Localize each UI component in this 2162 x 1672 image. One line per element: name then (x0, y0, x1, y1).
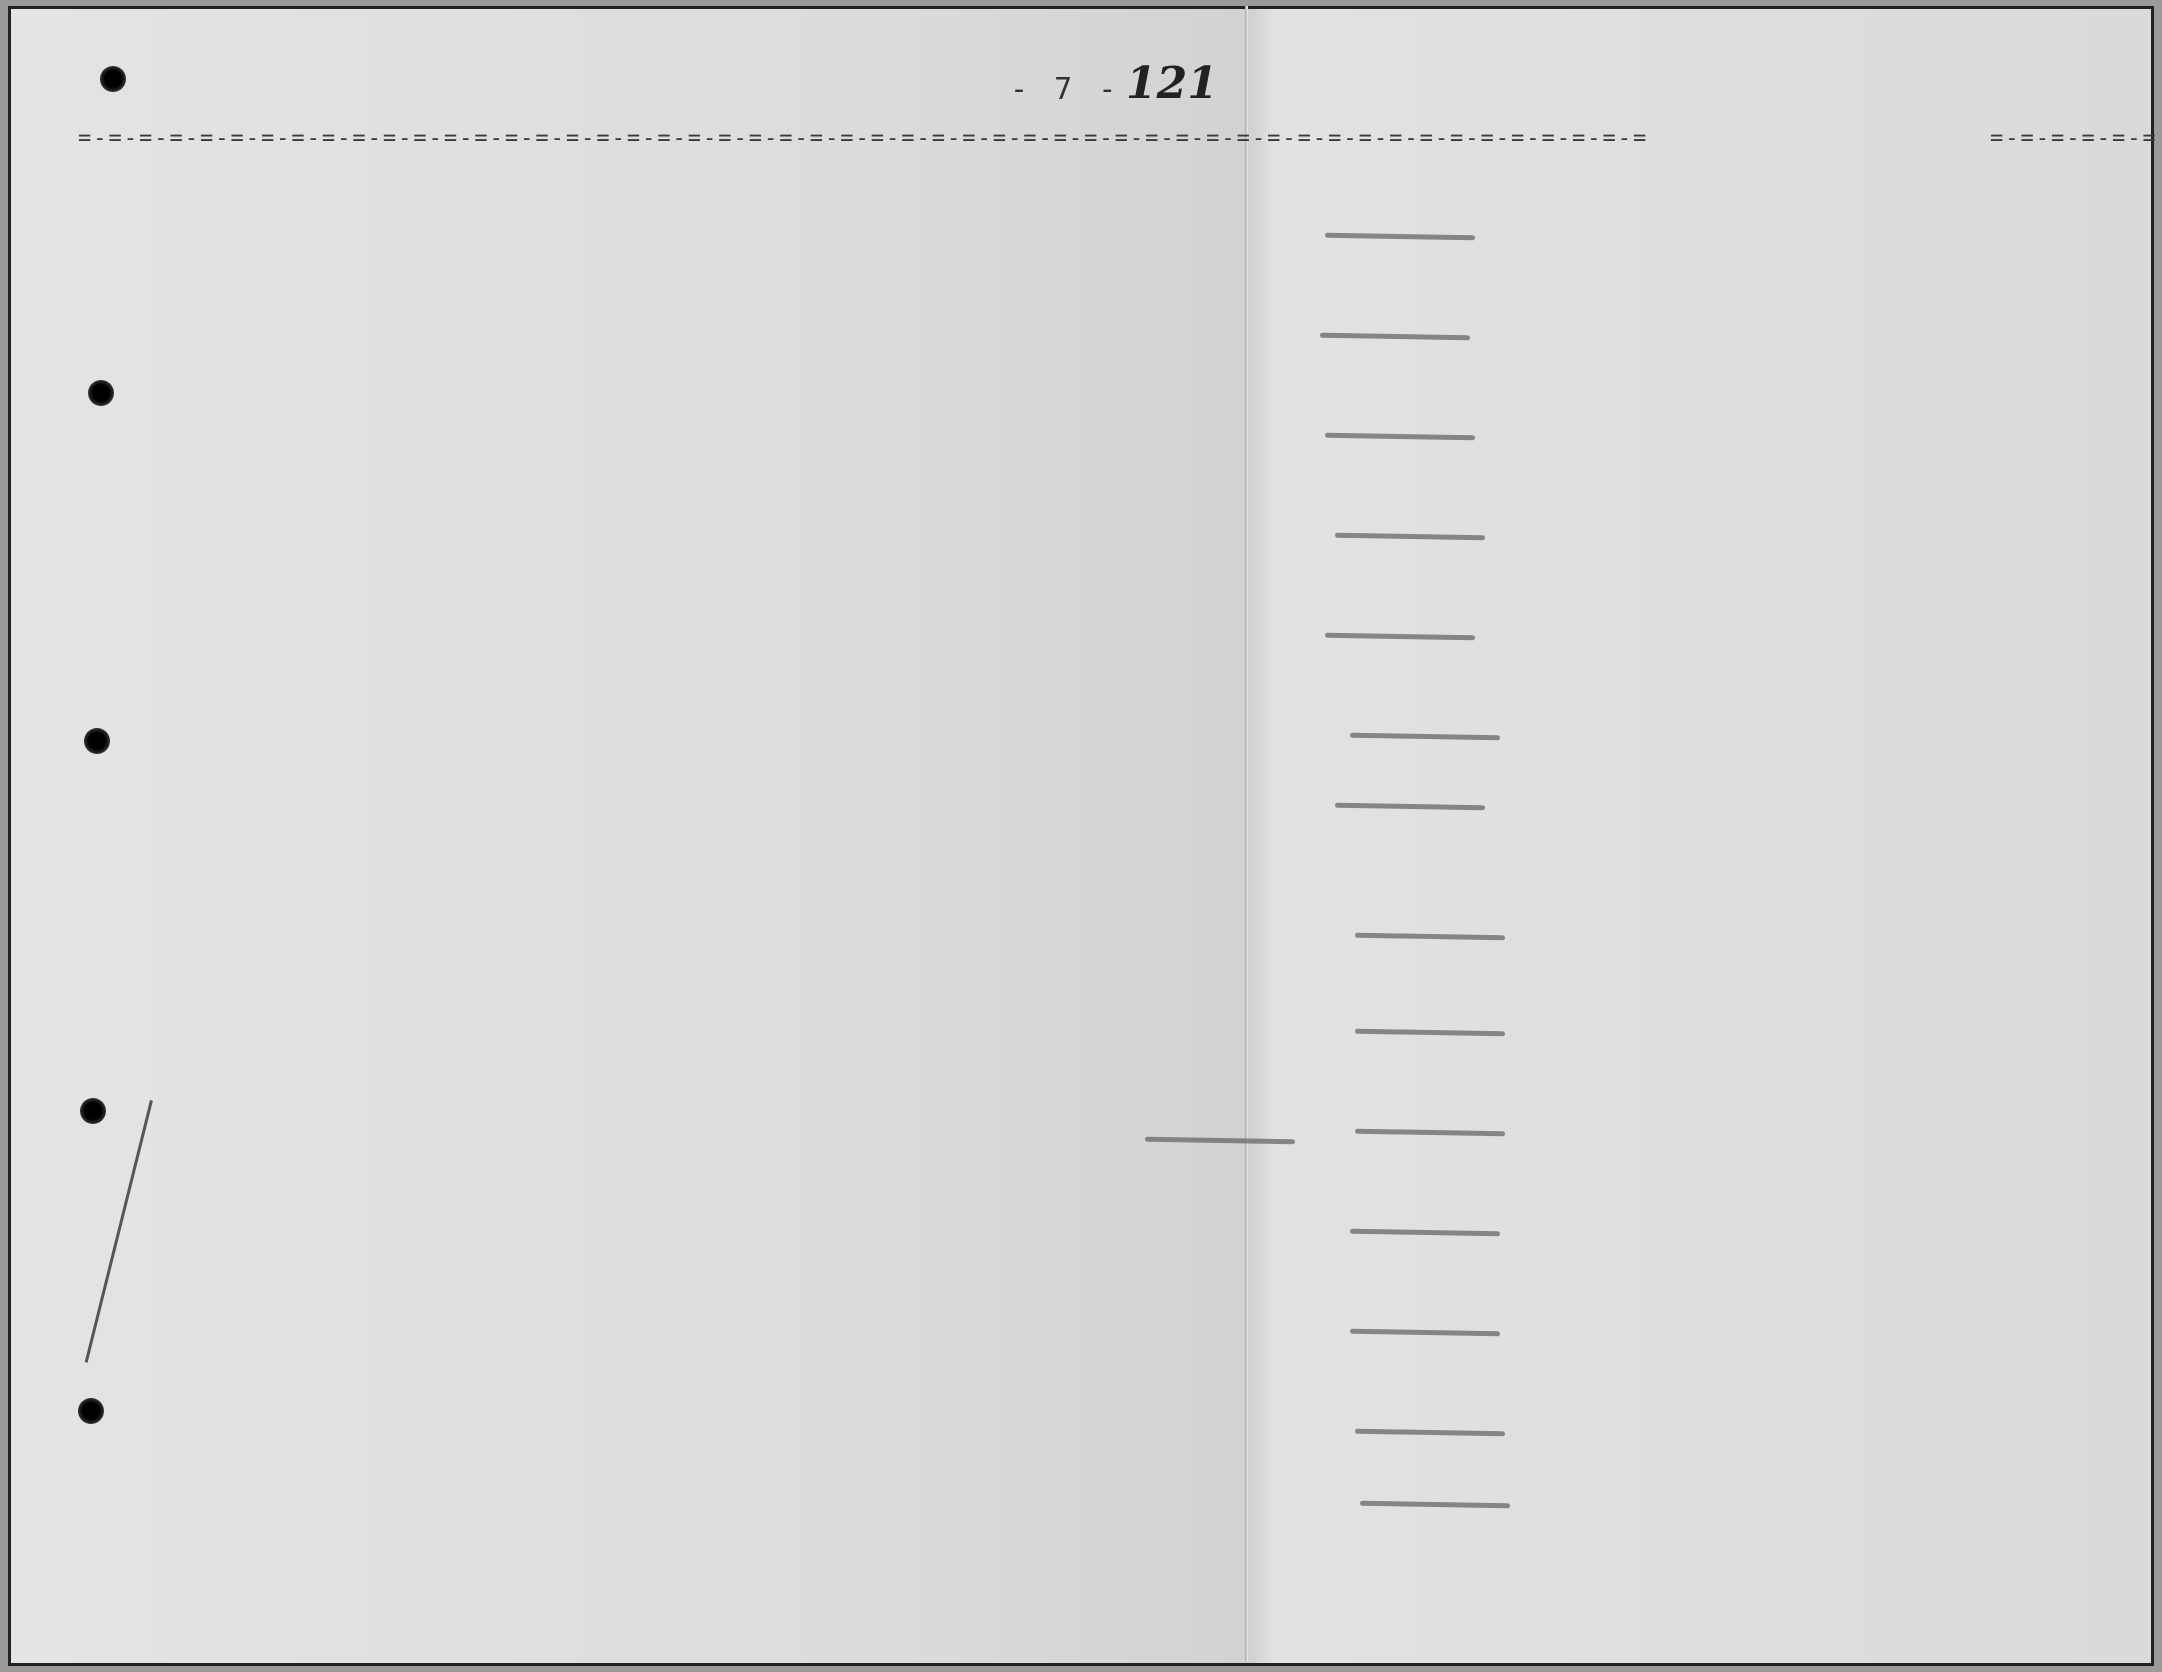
punch-hole (88, 380, 114, 406)
punch-hole (78, 1398, 104, 1424)
page-number: - 7 - (1010, 72, 1121, 107)
handwritten-page-number: 121 (1126, 58, 1218, 109)
separator-line-right: =-=-=-=-=-= (1990, 126, 2158, 151)
punch-hole (84, 728, 110, 754)
punch-hole (100, 66, 126, 92)
page-fold (1245, 6, 1248, 1662)
punch-hole (80, 1098, 106, 1124)
document-page (8, 6, 2154, 1666)
separator-line: =-=-=-=-=-=-=-=-=-=-=-=-=-=-=-=-=-=-=-=-=-=-=-=-=-=-=-=-=-=-=-=-=-=-=-=-=-=-=-=-=-=-=-=-=-=-=-=-=-=-=-= (78, 126, 1649, 151)
